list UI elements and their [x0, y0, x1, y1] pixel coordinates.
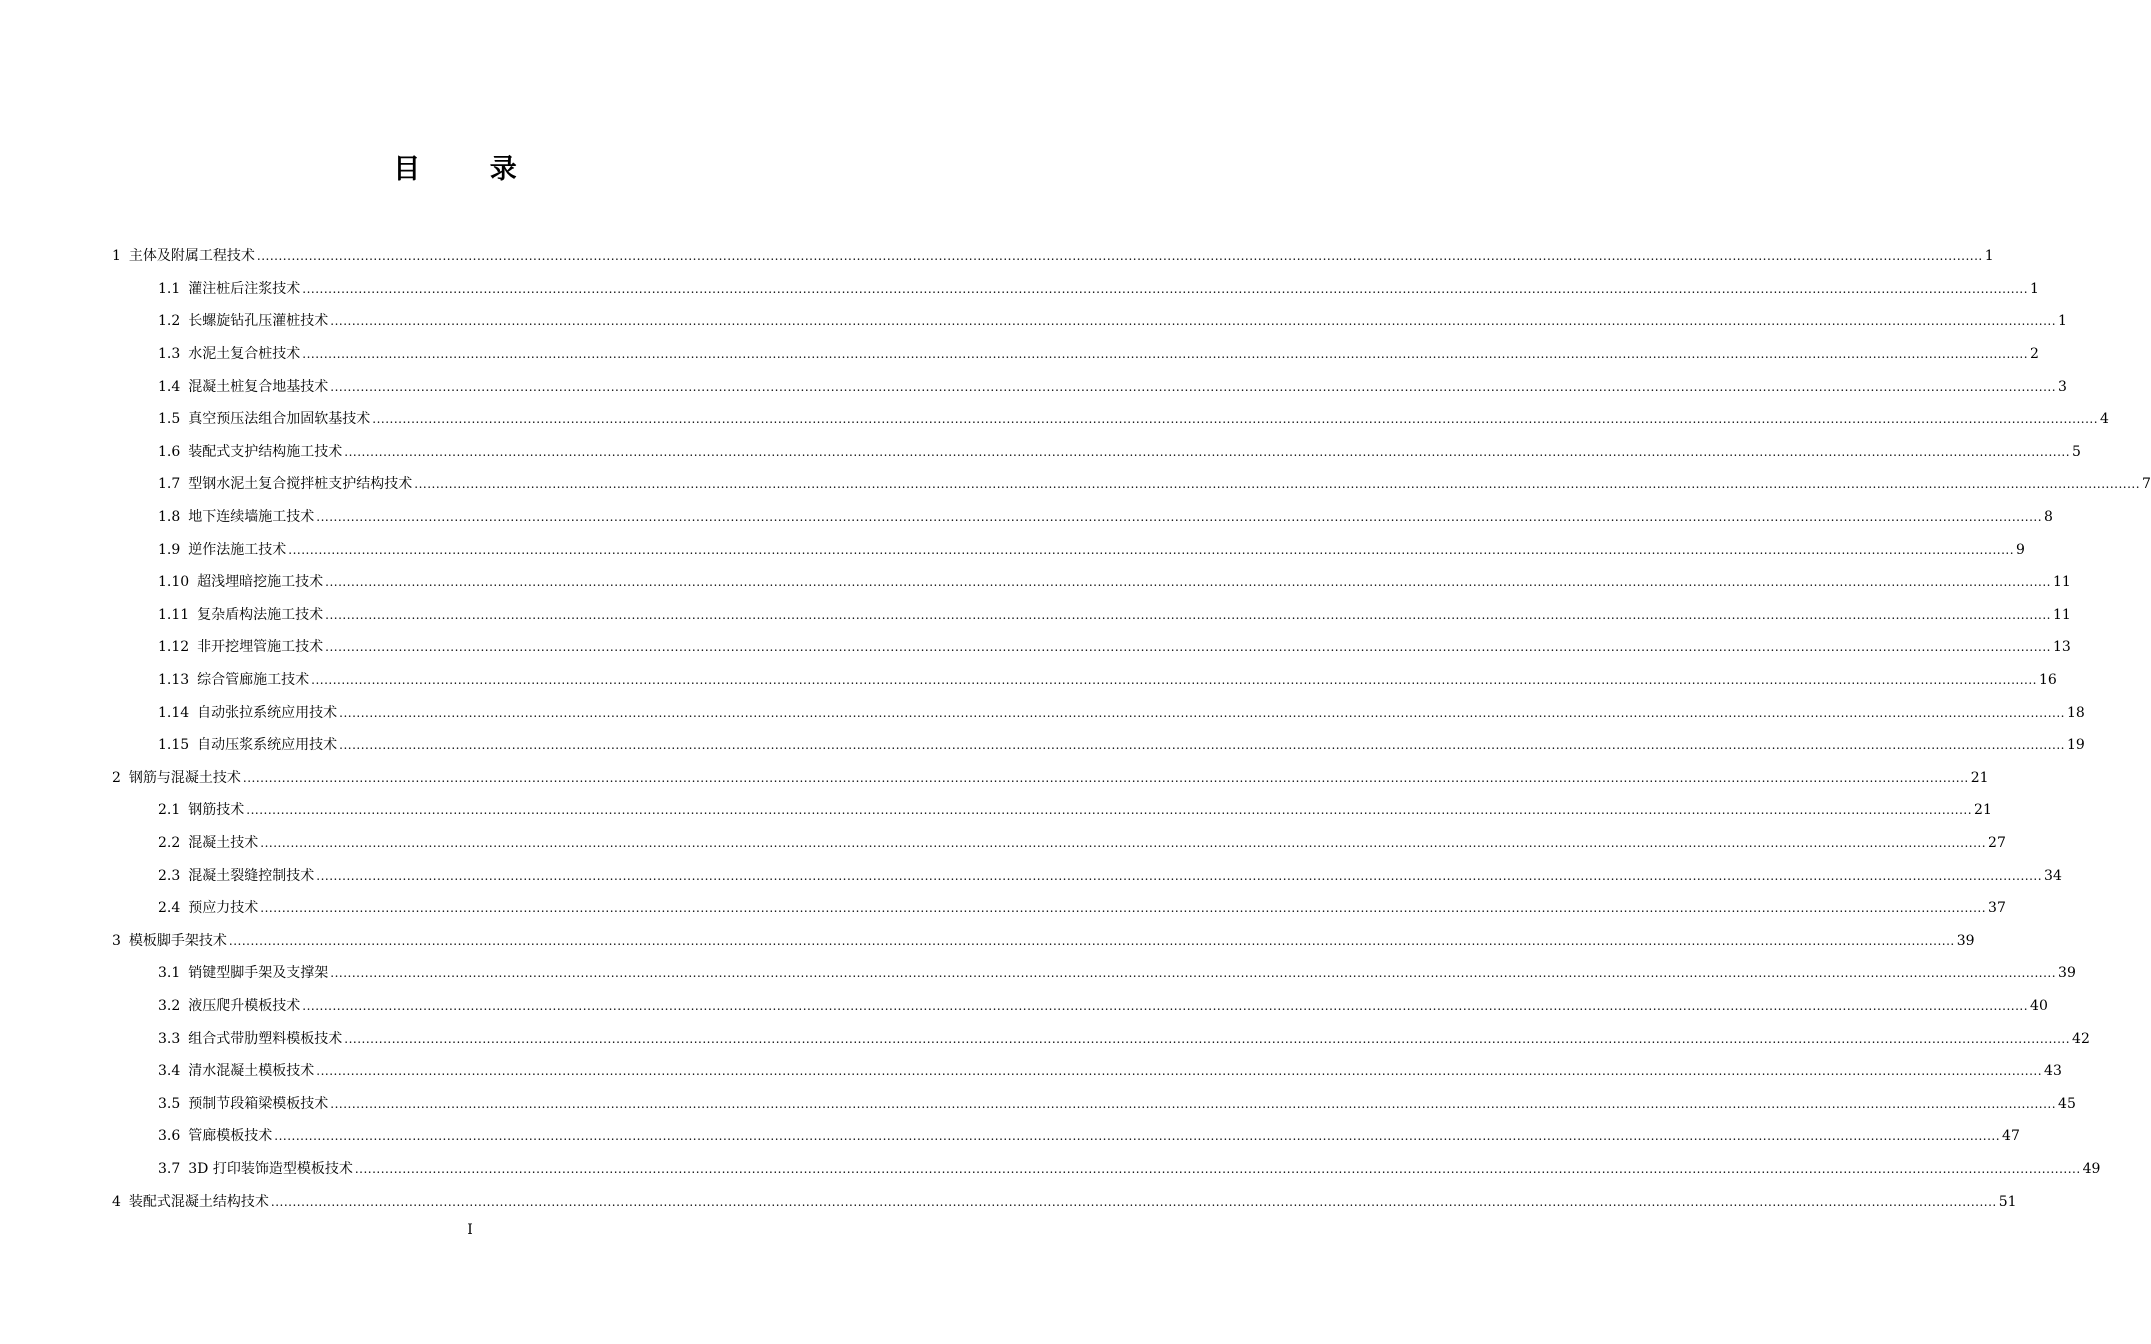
toc-entry-number: 1.12 [158, 639, 190, 656]
toc-page-number: 4 [2100, 411, 2109, 428]
toc-entry-number: 1.10 [158, 574, 190, 591]
toc-entry-label: 装配式支护结构施工技术 [188, 443, 343, 460]
toc-entry-number: 1.11 [158, 606, 190, 623]
toc-page-number: 49 [2082, 1160, 2101, 1177]
toc-page-number: 21 [1970, 769, 1989, 786]
toc-section-entry[interactable] [0, 1120, 2020, 1153]
toc-page-number: 27 [1988, 834, 2006, 851]
toc-entry-number: 3.7 [158, 1160, 181, 1177]
toc-entry-number: 1 [112, 248, 121, 265]
toc-section-entry[interactable] [0, 892, 2006, 925]
toc-dot-leader: ................................................................................................................................................................................................................................................................................................................................................................................................................ [316, 1064, 2043, 1079]
toc-section-entry[interactable] [0, 599, 2071, 632]
toc-page-number: 1 [2030, 280, 2039, 297]
toc-chapter-entry[interactable] [0, 1185, 2017, 1218]
toc-section-entry[interactable] [0, 338, 2039, 371]
toc-dot-leader: ................................................................................................................................................................................................................................................................................................................................................................................................................ [330, 379, 2057, 394]
toc-entry-label: 钢筋与混凝土技术 [128, 769, 241, 786]
toc-section-entry[interactable] [0, 827, 2006, 860]
toc-page-number: 5 [2072, 443, 2081, 460]
toc-entry-label: 组合式带肋塑料模板技术 [188, 1030, 343, 1047]
toc-entry-label: 自动张拉系统应用技术 [197, 704, 338, 721]
toc-entry-number: 1.8 [158, 509, 181, 526]
toc-entry-number: 1.14 [158, 704, 190, 721]
toc-dot-leader: ................................................................................................................................................................................................................................................................................................................................................................................................................ [256, 249, 1983, 264]
toc-entry-label: 逆作法施工技术 [188, 541, 287, 558]
toc-dot-leader: ................................................................................................................................................................................................................................................................................................................................................................................................................ [372, 412, 2099, 427]
toc-entry-number: 1.15 [158, 737, 190, 754]
toc-entry-number: 3.1 [158, 965, 181, 982]
toc-section-entry[interactable] [0, 990, 2048, 1023]
toc-entry-number: 1.9 [158, 541, 181, 558]
toc-page-number: 13 [2052, 639, 2071, 656]
toc-dot-leader: ................................................................................................................................................................................................................................................................................................................................................................................................................ [344, 444, 2071, 459]
page-folio: I [467, 1222, 473, 1238]
toc-entry-label: 真空预压法组合加固软基技术 [188, 411, 371, 428]
toc-page-number: 51 [1998, 1193, 2017, 1210]
toc-dot-leader: ................................................................................................................................................................................................................................................................................................................................................................................................................ [325, 575, 2051, 590]
toc-entry-number: 1.5 [158, 411, 181, 428]
toc-page-number: 7 [2142, 476, 2151, 493]
toc-page-number: 19 [2066, 737, 2085, 754]
toc-page-number: 21 [1974, 802, 1992, 819]
toc-page-number: 3 [2058, 378, 2067, 395]
toc-entry-number: 3.2 [158, 997, 181, 1014]
toc-entry-number: 1.3 [158, 346, 181, 363]
toc-page-number: 8 [2044, 509, 2053, 526]
toc-page-number: 16 [2038, 672, 2057, 689]
toc-entry-label: 自动压浆系统应用技术 [197, 737, 338, 754]
toc-entry-number: 2.1 [158, 802, 181, 819]
toc-entry-number: 1.2 [158, 313, 181, 330]
toc-section-entry[interactable] [0, 273, 2039, 306]
toc-dot-leader: ................................................................................................................................................................................................................................................................................................................................................................................................................ [339, 738, 2065, 753]
toc-section-entry[interactable] [0, 1055, 2062, 1088]
toc-section-entry[interactable] [0, 859, 2062, 892]
toc-section-entry[interactable] [0, 468, 2151, 501]
toc-section-entry[interactable] [0, 631, 2071, 664]
toc-page-number: 45 [2058, 1095, 2076, 1112]
toc-entry-label: 超浅埋暗挖施工技术 [197, 574, 324, 591]
toc-page-number: 39 [2058, 965, 2076, 982]
toc-section-entry[interactable] [0, 1153, 2101, 1186]
page-title: 目 录 [393, 154, 547, 185]
toc-section-entry[interactable] [0, 1087, 2076, 1120]
toc-entry-label: 型钢水泥土复合搅拌桩支护结构技术 [188, 476, 413, 493]
toc-section-entry[interactable] [0, 533, 2025, 566]
toc-entry-label: 销键型脚手架及支撑架 [188, 965, 329, 982]
toc-section-entry[interactable] [0, 1022, 2090, 1055]
table-of-contents [0, 240, 2151, 1218]
toc-dot-leader: ................................................................................................................................................................................................................................................................................................................................................................................................................ [302, 998, 2029, 1013]
toc-dot-leader: ................................................................................................................................................................................................................................................................................................................................................................................................................ [270, 1194, 1997, 1209]
toc-section-entry[interactable] [0, 794, 1992, 827]
toc-entry-number: 3.6 [158, 1128, 181, 1145]
toc-dot-leader: ................................................................................................................................................................................................................................................................................................................................................................................................................ [260, 901, 1987, 916]
toc-section-entry[interactable] [0, 566, 2071, 599]
toc-dot-leader: ................................................................................................................................................................................................................................................................................................................................................................................................................ [316, 510, 2043, 525]
toc-entry-label: 非开挖埋管施工技术 [197, 639, 324, 656]
toc-entry-number: 2.2 [158, 834, 181, 851]
toc-entry-number: 4 [112, 1193, 121, 1210]
toc-entry-label: 模板脚手架技术 [128, 932, 227, 949]
toc-page-number: 39 [1956, 932, 1975, 949]
toc-entry-number: 2.3 [158, 867, 181, 884]
toc-entry-label: 3D 打印装饰造型模板技术 [188, 1160, 353, 1177]
toc-dot-leader: ................................................................................................................................................................................................................................................................................................................................................................................................................ [316, 868, 2043, 883]
toc-entry-number: 1.13 [158, 672, 190, 689]
toc-page-number: 11 [2052, 606, 2071, 623]
toc-page-number: 1 [2058, 313, 2067, 330]
toc-dot-leader: ................................................................................................................................................................................................................................................................................................................................................................................................................ [339, 705, 2065, 720]
toc-entry-label: 长螺旋钻孔压灌桩技术 [188, 313, 329, 330]
toc-page-number: 11 [2052, 574, 2071, 591]
toc-dot-leader: ................................................................................................................................................................................................................................................................................................................................................................................................................ [325, 640, 2051, 655]
toc-chapter-entry[interactable] [0, 924, 1975, 957]
toc-entry-label: 混凝土裂缝控制技术 [188, 867, 315, 884]
toc-entry-number: 1.7 [158, 476, 181, 493]
toc-chapter-entry[interactable] [0, 240, 1994, 273]
toc-section-entry[interactable] [0, 729, 2085, 762]
toc-section-entry[interactable] [0, 501, 2053, 534]
toc-dot-leader: ................................................................................................................................................................................................................................................................................................................................................................................................................ [242, 770, 1969, 785]
toc-entry-label: 清水混凝土模板技术 [188, 1063, 315, 1080]
toc-entry-label: 水泥土复合桩技术 [188, 346, 301, 363]
toc-entry-label: 混凝土技术 [188, 834, 259, 851]
toc-section-entry[interactable] [0, 403, 2109, 436]
toc-page-number: 37 [1988, 900, 2006, 917]
toc-entry-label: 装配式混凝土结构技术 [128, 1193, 269, 1210]
toc-entry-number: 3.3 [158, 1030, 181, 1047]
toc-entry-number: 3 [112, 932, 121, 949]
toc-dot-leader: ................................................................................................................................................................................................................................................................................................................................................................................................................ [288, 542, 2015, 557]
toc-section-entry[interactable] [0, 436, 2081, 469]
toc-page-number: 1 [1984, 248, 1994, 265]
toc-page-number: 47 [2002, 1128, 2020, 1145]
toc-section-entry[interactable] [0, 957, 2076, 990]
toc-entry-number: 1.6 [158, 443, 181, 460]
toc-dot-leader: ................................................................................................................................................................................................................................................................................................................................................................................................................ [330, 314, 2057, 329]
toc-page-number: 43 [2044, 1063, 2062, 1080]
toc-entry-number: 3.5 [158, 1095, 181, 1112]
toc-dot-leader: ................................................................................................................................................................................................................................................................................................................................................................................................................ [302, 281, 2029, 296]
toc-page-number: 9 [2016, 541, 2025, 558]
toc-entry-label: 液压爬升模板技术 [188, 997, 301, 1014]
toc-page-number: 18 [2066, 704, 2085, 721]
toc-entry-label: 预应力技术 [188, 900, 259, 917]
toc-dot-leader: ................................................................................................................................................................................................................................................................................................................................................................................................................ [311, 673, 2037, 688]
toc-entry-number: 1.4 [158, 378, 181, 395]
toc-dot-leader: ................................................................................................................................................................................................................................................................................................................................................................................................................ [325, 607, 2051, 622]
toc-chapter-entry[interactable] [0, 762, 1989, 795]
toc-entry-label: 综合管廊施工技术 [197, 672, 310, 689]
toc-dot-leader: ................................................................................................................................................................................................................................................................................................................................................................................................................ [414, 477, 2141, 492]
toc-dot-leader: ................................................................................................................................................................................................................................................................................................................................................................................................................ [228, 933, 1955, 948]
toc-section-entry[interactable] [0, 664, 2057, 697]
toc-entry-label: 主体及附属工程技术 [128, 248, 255, 265]
toc-dot-leader: ................................................................................................................................................................................................................................................................................................................................................................................................................ [302, 347, 2029, 362]
toc-entry-number: 2 [112, 769, 121, 786]
toc-page-number: 34 [2044, 867, 2062, 884]
toc-dot-leader: ................................................................................................................................................................................................................................................................................................................................................................................................................ [246, 803, 1973, 818]
toc-entry-number: 3.4 [158, 1063, 181, 1080]
toc-page-number: 2 [2030, 346, 2039, 363]
toc-dot-leader: ................................................................................................................................................................................................................................................................................................................................................................................................................ [344, 1031, 2071, 1046]
toc-dot-leader: ................................................................................................................................................................................................................................................................................................................................................................................................................ [274, 1129, 2001, 1144]
toc-dot-leader: ................................................................................................................................................................................................................................................................................................................................................................................................................ [330, 1096, 2057, 1111]
toc-entry-label: 钢筋技术 [188, 802, 245, 819]
toc-section-entry[interactable] [0, 370, 2067, 403]
toc-entry-label: 复杂盾构法施工技术 [197, 606, 324, 623]
toc-entry-label: 预制节段箱梁模板技术 [188, 1095, 329, 1112]
toc-entry-label: 地下连续墙施工技术 [188, 509, 315, 526]
toc-page-number: 40 [2030, 997, 2048, 1014]
toc-dot-leader: ................................................................................................................................................................................................................................................................................................................................................................................................................ [354, 1161, 2081, 1176]
toc-dot-leader: ................................................................................................................................................................................................................................................................................................................................................................................................................ [260, 835, 1987, 850]
toc-page-number: 42 [2072, 1030, 2090, 1047]
toc-entry-label: 灌注桩后注浆技术 [188, 280, 301, 297]
toc-entry-number: 1.1 [158, 280, 181, 297]
toc-entry-label: 混凝土桩复合地基技术 [188, 378, 329, 395]
toc-dot-leader: ................................................................................................................................................................................................................................................................................................................................................................................................................ [330, 966, 2057, 981]
toc-section-entry[interactable] [0, 305, 2067, 338]
toc-entry-label: 管廊模板技术 [188, 1128, 273, 1145]
toc-section-entry[interactable] [0, 696, 2085, 729]
toc-entry-number: 2.4 [158, 900, 181, 917]
